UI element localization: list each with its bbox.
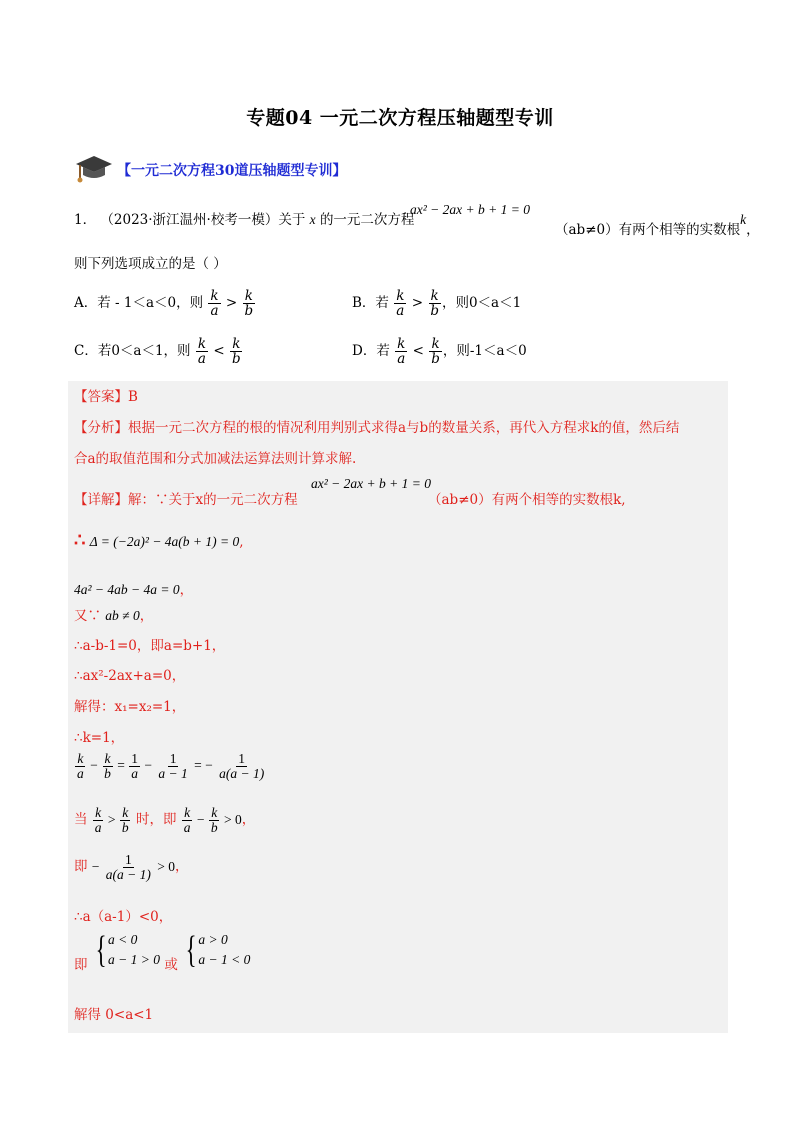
graduation-cap-icon <box>74 152 114 186</box>
analysis-line-1: 【分析】根据一元二次方程的根的情况利用判别式求得a与b的数量关系，再代入方程求k的值，然后结 <box>74 420 680 436</box>
answer-line: 【答案】B <box>74 389 138 405</box>
question-equation: ax² − 2ax + b + 1 = 0 <box>410 202 530 217</box>
step-2: ∴ax²-2ax+a=0， <box>74 668 186 684</box>
when-line: 当 $\frac{k}{a}$ > $\frac{k}{b}$ 时，即 $\frac{k}{a}$ − $\frac{k}{b}$ > 0， <box>74 805 256 835</box>
detail-tail: （ab≠0）有两个相等的实数根k, <box>428 492 626 508</box>
step-3: 解得：x₁=x₂=1， <box>74 699 186 715</box>
step-4: ∴k=1， <box>74 730 125 746</box>
question-condition: （ab≠0）有两个相等的实数根k， <box>555 212 760 238</box>
detail-equation: ax² − 2ax + b + 1 = 0 <box>311 476 431 491</box>
abneq-line: 又∵ ab ≠ 0， <box>74 608 154 624</box>
step-5: ∴a（a-1）<0， <box>74 909 173 925</box>
analysis-line-2: 合a的取值范围和分式加减法运算法则计算求解. <box>74 451 357 467</box>
section-heading: 【一元二次方程30道压轴题型专训】 <box>117 163 347 179</box>
expand-line: 4a² − 4ab − 4a = 0， <box>74 582 194 598</box>
detail-head: 【详解】解：∵关于x的一元二次方程 <box>74 492 298 508</box>
option-c[interactable]: C．若0＜a＜1，则 $\frac{k}{a}$ < $\frac{k}{b}$ <box>74 336 241 367</box>
system-line: 即 { a < 0 a − 1 > 0 或 { a > 0 a − 1 < 0 <box>74 929 251 973</box>
option-d[interactable]: D．若 $\frac{k}{a}$ < $\frac{k}{b}$ ，则-1＜a＜0 <box>352 336 527 367</box>
fraction-difference: $\frac{k}{a}$ − $\frac{k}{b}$ = $\frac{1}{a}$ − $\frac{1}{a - 1}$ = − $\frac{1}{a(a - 1)}$ <box>77 751 265 781</box>
option-b[interactable]: B．若 $\frac{k}{a}$ > $\frac{k}{b}$ ，则0＜a＜1 <box>352 288 522 319</box>
option-a[interactable]: A．若 - 1＜a＜0，则 $\frac{k}{a}$ > $\frac{k}{b}$ <box>74 288 254 319</box>
final-line: 解得 0<a<1 <box>74 1007 154 1023</box>
question-line-2: 则下列选项成立的是（ ） <box>74 256 227 272</box>
delta-line: ∴ Δ = (−2a)² − 4a(b + 1) = 0, <box>74 530 244 551</box>
step-1: ∴a-b-1=0，即a=b+1， <box>74 638 226 654</box>
ji-line: 即 − $\frac{1}{a(a - 1)}$ > 0， <box>74 852 189 882</box>
question-line-1: 1． （2023·浙江温州·校考一模）关于 x 的一元二次方程 <box>74 212 415 228</box>
page-title: 专题04 一元二次方程压轴题型专训 <box>246 107 554 129</box>
